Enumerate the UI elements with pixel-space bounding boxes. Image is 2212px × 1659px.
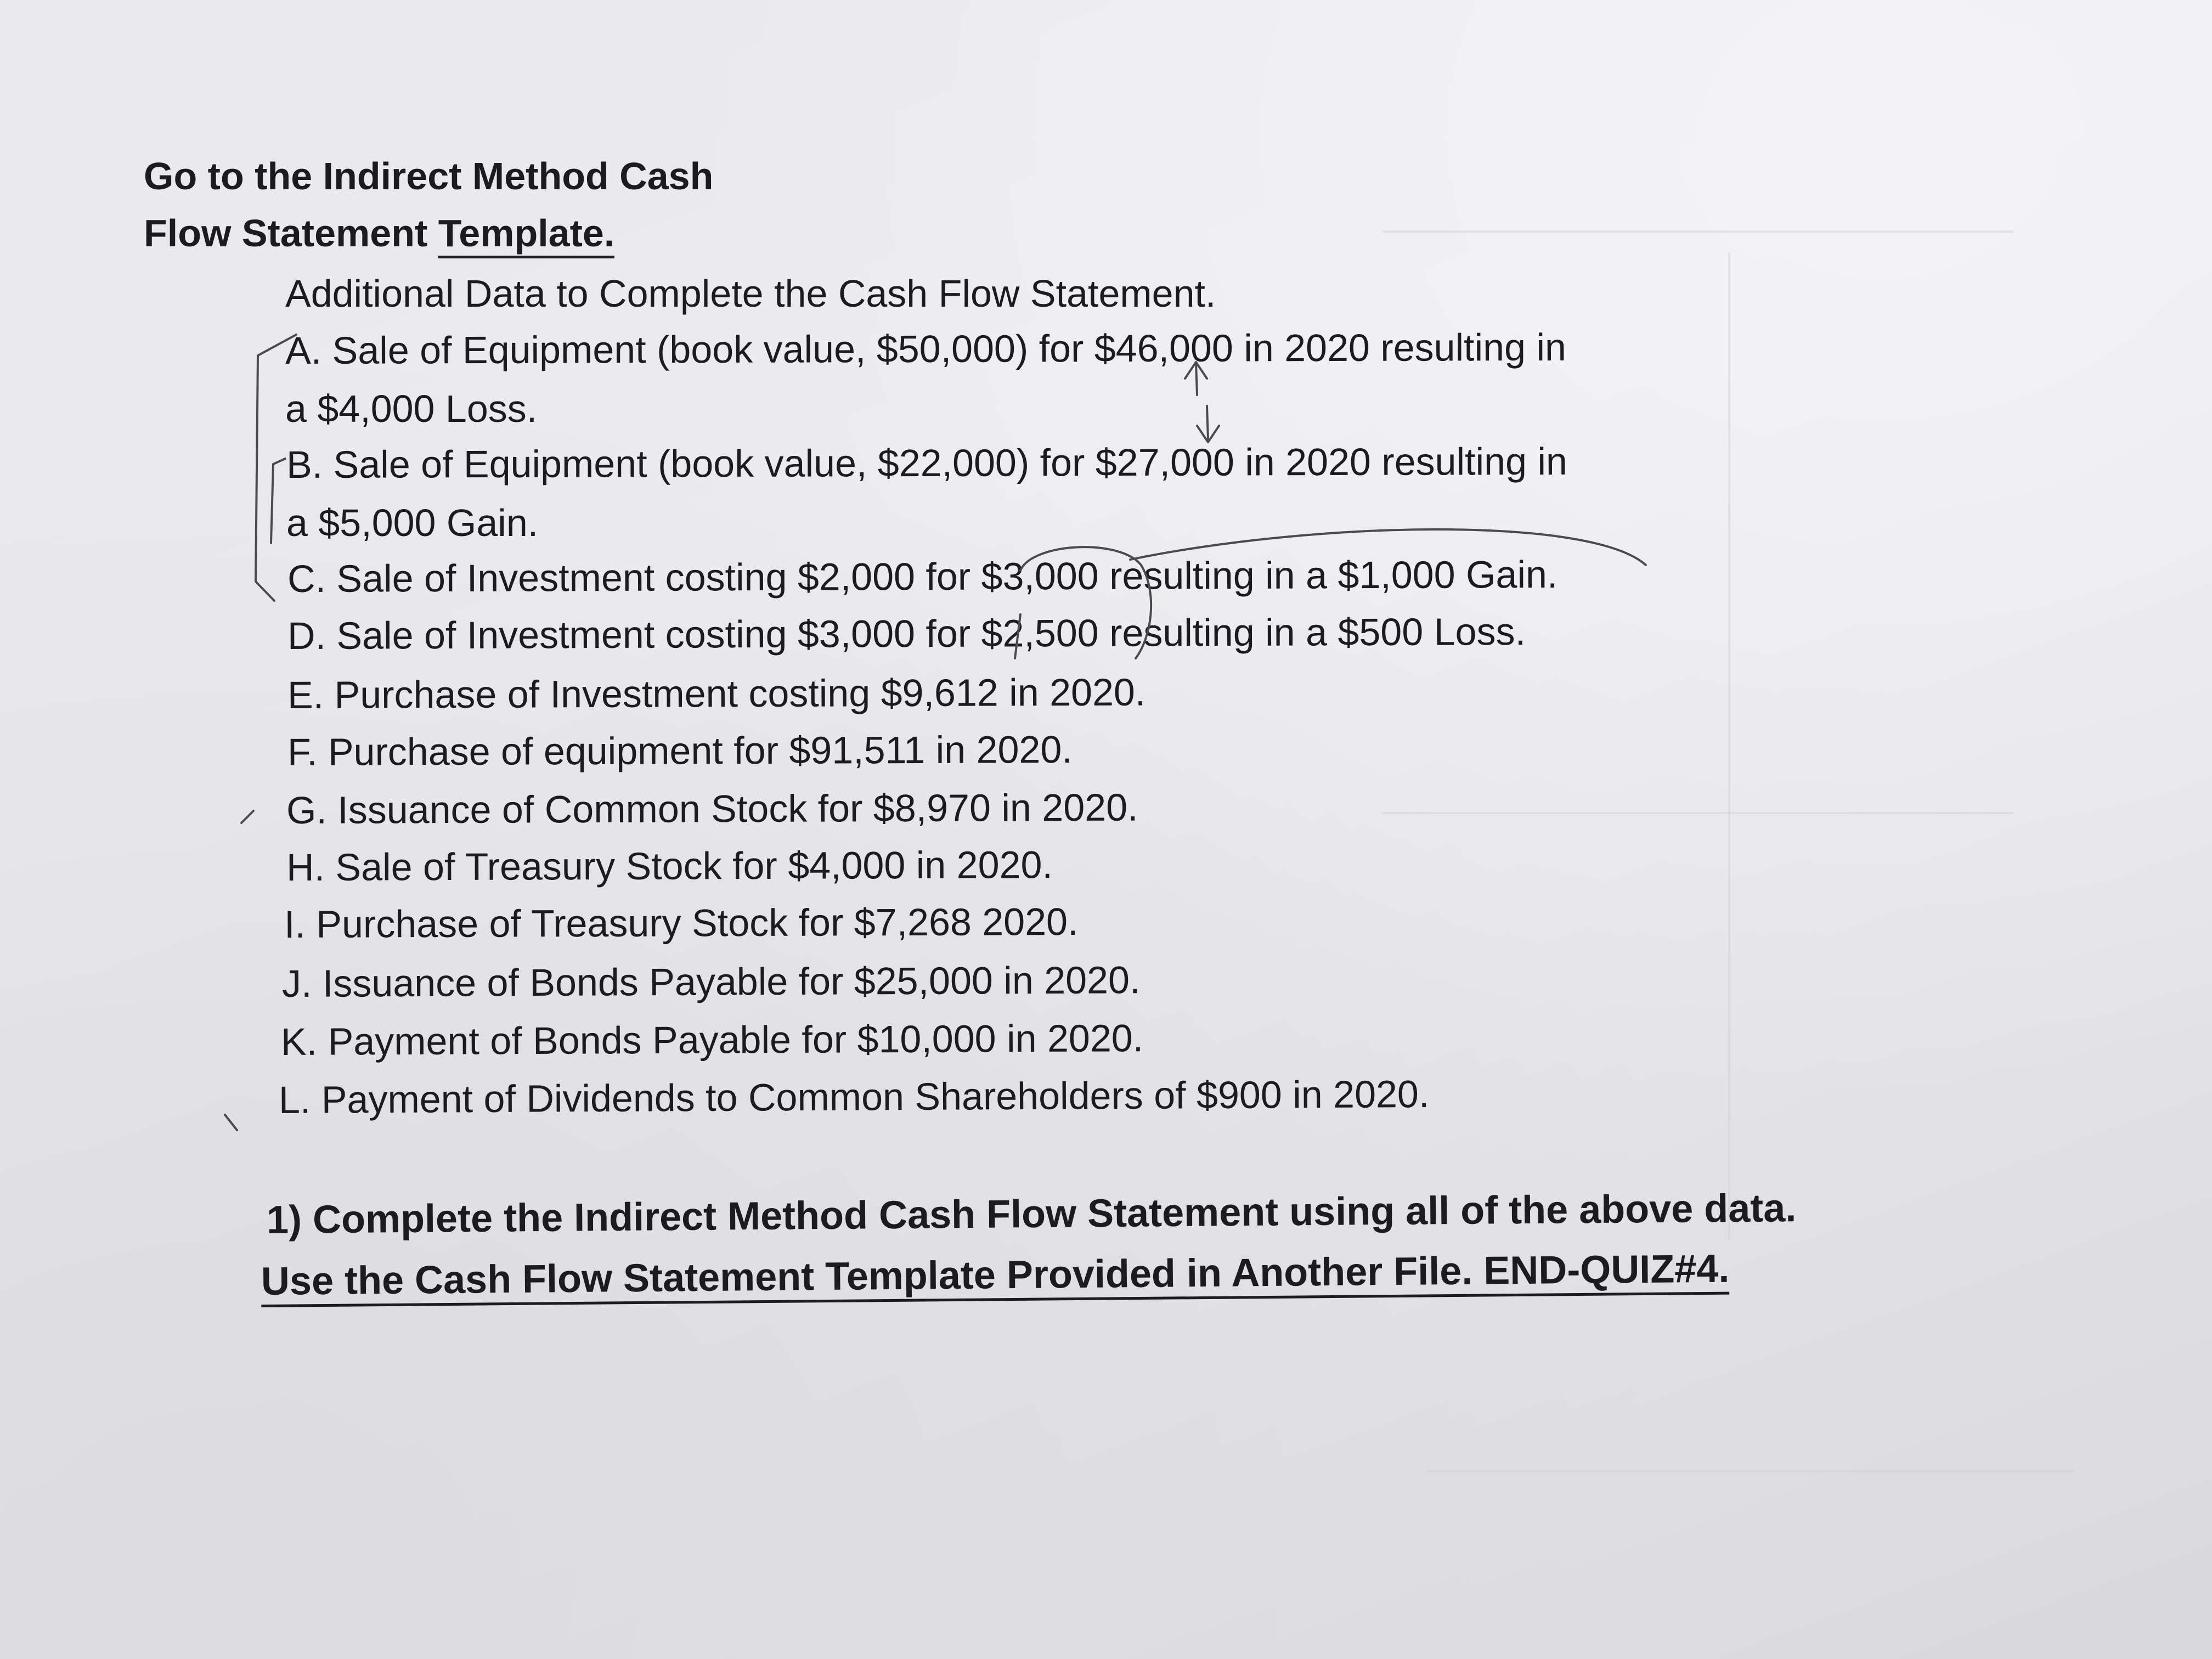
item-g: G. Issuance of Common Stock for $8,970 in 2020. <box>286 786 1138 832</box>
heading-line-2-prefix: Flow Statement <box>144 212 438 255</box>
item-c: C. Sale of Investment costing $2,000 for $3,000 resulting in a $1,000 Gain. <box>287 552 1558 600</box>
item-b-line-2: a $5,000 Gain. <box>286 501 539 544</box>
task-instruction-2: Use the Cash Flow Statement Template Provided in Another File. END-QUIZ#4. <box>261 1249 1730 1307</box>
item-k: K. Payment of Bonds Payable for $10,000 in 2020. <box>280 1017 1144 1063</box>
item-b-line-1: B. Sale of Equipment (book value, $22,000) for $27,000 in 2020 resulting in <box>286 439 1567 486</box>
item-l: L. Payment of Dividends to Common Shareholders of $900 in 2020. <box>278 1073 1430 1121</box>
item-i: I. Purchase of Treasury Stock for $7,268 2020. <box>284 900 1079 946</box>
item-j: J. Issuance of Bonds Payable for $25,000 in 2020. <box>281 958 1141 1005</box>
item-a-line-2: a $4,000 Loss. <box>285 387 538 430</box>
item-a-line-1: A. Sale of Equipment (book value, $50,000) for $46,000 in 2020 resulting in <box>285 325 1566 372</box>
template-link[interactable]: Template. <box>438 212 615 258</box>
heading-line-1: Go to the Indirect Method Cash <box>144 155 714 198</box>
item-d: D. Sale of Investment costing $3,000 for $2,500 resulting in a $500 Loss. <box>287 610 1526 657</box>
item-e: E. Purchase of Investment costing $9,612 in 2020. <box>287 670 1146 716</box>
item-h: H. Sale of Treasury Stock for $4,000 in 2020. <box>286 843 1053 889</box>
task-instruction-1: 1) Complete the Indirect Method Cash Flow Statement using all of the above data. <box>266 1186 1797 1242</box>
item-f: F. Purchase of equipment for $91,511 in 2020. <box>287 728 1073 774</box>
heading-line-2 <box>144 212 615 255</box>
intro-text: Additional Data to Complete the Cash Flow Statement. <box>285 272 1216 315</box>
